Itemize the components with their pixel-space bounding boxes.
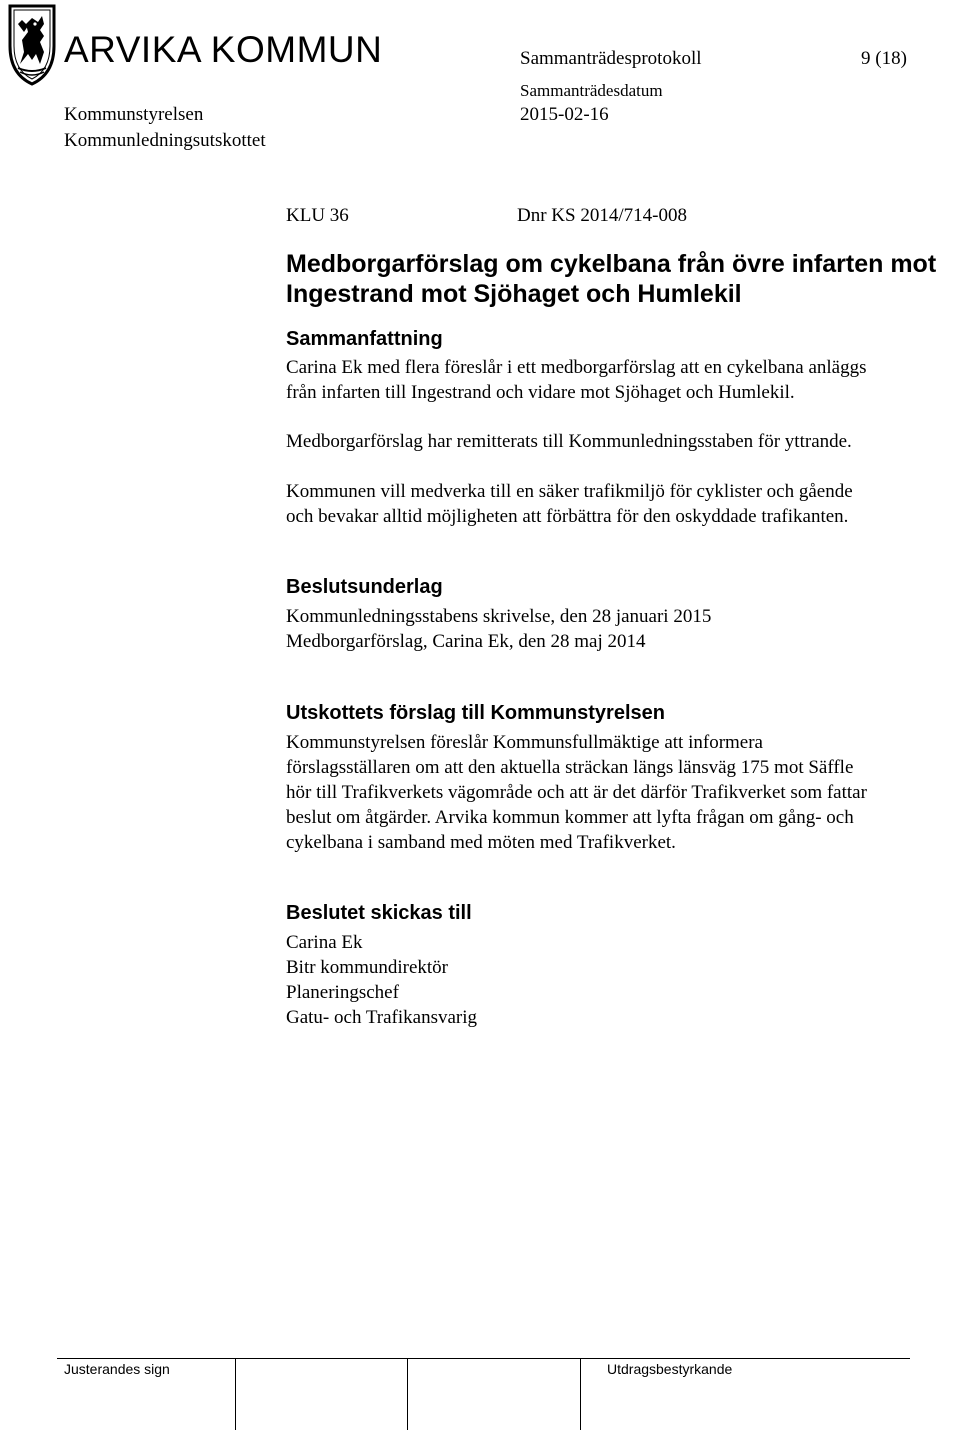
distribution-heading: Beslutet skickas till: [286, 902, 472, 924]
case-number: KLU 36: [286, 205, 349, 226]
summary-p1-line-2: från infarten till Ingestrand och vidare mot Sjöhaget och Humlekil.: [286, 382, 795, 403]
basis-item-2: Medborgarförslag, Carina Ek, den 28 maj 2014: [286, 631, 646, 652]
recipient-2: Bitr kommundirektör: [286, 957, 449, 978]
recipient-1: Carina Ek: [286, 932, 363, 953]
page-number: 9 (18): [861, 48, 907, 69]
case-dnr: Dnr KS 2014/714-008: [517, 205, 687, 226]
recipient-4: Gatu- och Trafikansvarig: [286, 1007, 478, 1028]
sign-box-divider-1: [235, 1358, 236, 1430]
meeting-date-label: Sammanträdesdatum: [520, 81, 663, 100]
meeting-date: 2015-02-16: [520, 104, 609, 125]
case-title-line-2: Ingestrand mot Sjöhaget och Humlekil: [286, 280, 742, 308]
basis-heading: Beslutsunderlag: [286, 576, 443, 598]
footer-extract-label: Utdragsbestyrkande: [607, 1361, 733, 1377]
proposal-line-3: hör till Trafikverkets vägområde och att är det därför Trafikverket som fattar: [286, 782, 867, 803]
case-title-line-1: Medborgarförslag om cykelbana från övre infarten mot: [286, 250, 937, 278]
proposal-heading: Utskottets förslag till Kommunstyrelsen: [286, 702, 665, 724]
summary-p1-line-1: Carina Ek med flera föreslår i ett medborgarförslag att en cykelbana anläggs: [286, 357, 867, 378]
summary-p3-line-2: och bevakar alltid möjligheten att förbättra för den oskyddade trafikanten.: [286, 506, 849, 527]
proposal-line-1: Kommunstyrelsen föreslår Kommunsfullmäktige att informera: [286, 732, 763, 753]
footer-sign-label: Justerandes sign: [64, 1361, 170, 1377]
sign-box-divider-2: [407, 1358, 408, 1430]
document-type: Sammanträdesprotokoll: [520, 48, 702, 69]
basis-item-1: Kommunledningsstabens skrivelse, den 28 januari 2015: [286, 606, 712, 627]
recipient-3: Planeringschef: [286, 982, 399, 1003]
proposal-line-2: förslagsställaren om att den aktuella sträckan längs länsväg 175 mot Säffle: [286, 757, 854, 778]
proposal-line-5: cykelbana i samband med möten med Trafikverket.: [286, 832, 676, 853]
summary-p2: Medborgarförslag har remitterats till Kommunledningsstaben för yttrande.: [286, 431, 852, 452]
proposal-line-4: beslut om åtgärder. Arvika kommun kommer att lyfta frågan om gång- och: [286, 807, 854, 828]
sign-box-divider-3: [580, 1358, 581, 1430]
organization-name: ARVIKA KOMMUN: [64, 29, 383, 70]
footer-rule: [57, 1358, 910, 1359]
arvika-coat-of-arms-logo: [4, 2, 60, 88]
org-line-1: Kommunstyrelsen: [64, 104, 204, 125]
org-line-2: Kommunledningsutskottet: [64, 130, 266, 151]
summary-p3-line-1: Kommunen vill medverka till en säker trafikmiljö för cyklister och gående: [286, 481, 853, 502]
summary-heading: Sammanfattning: [286, 328, 443, 350]
